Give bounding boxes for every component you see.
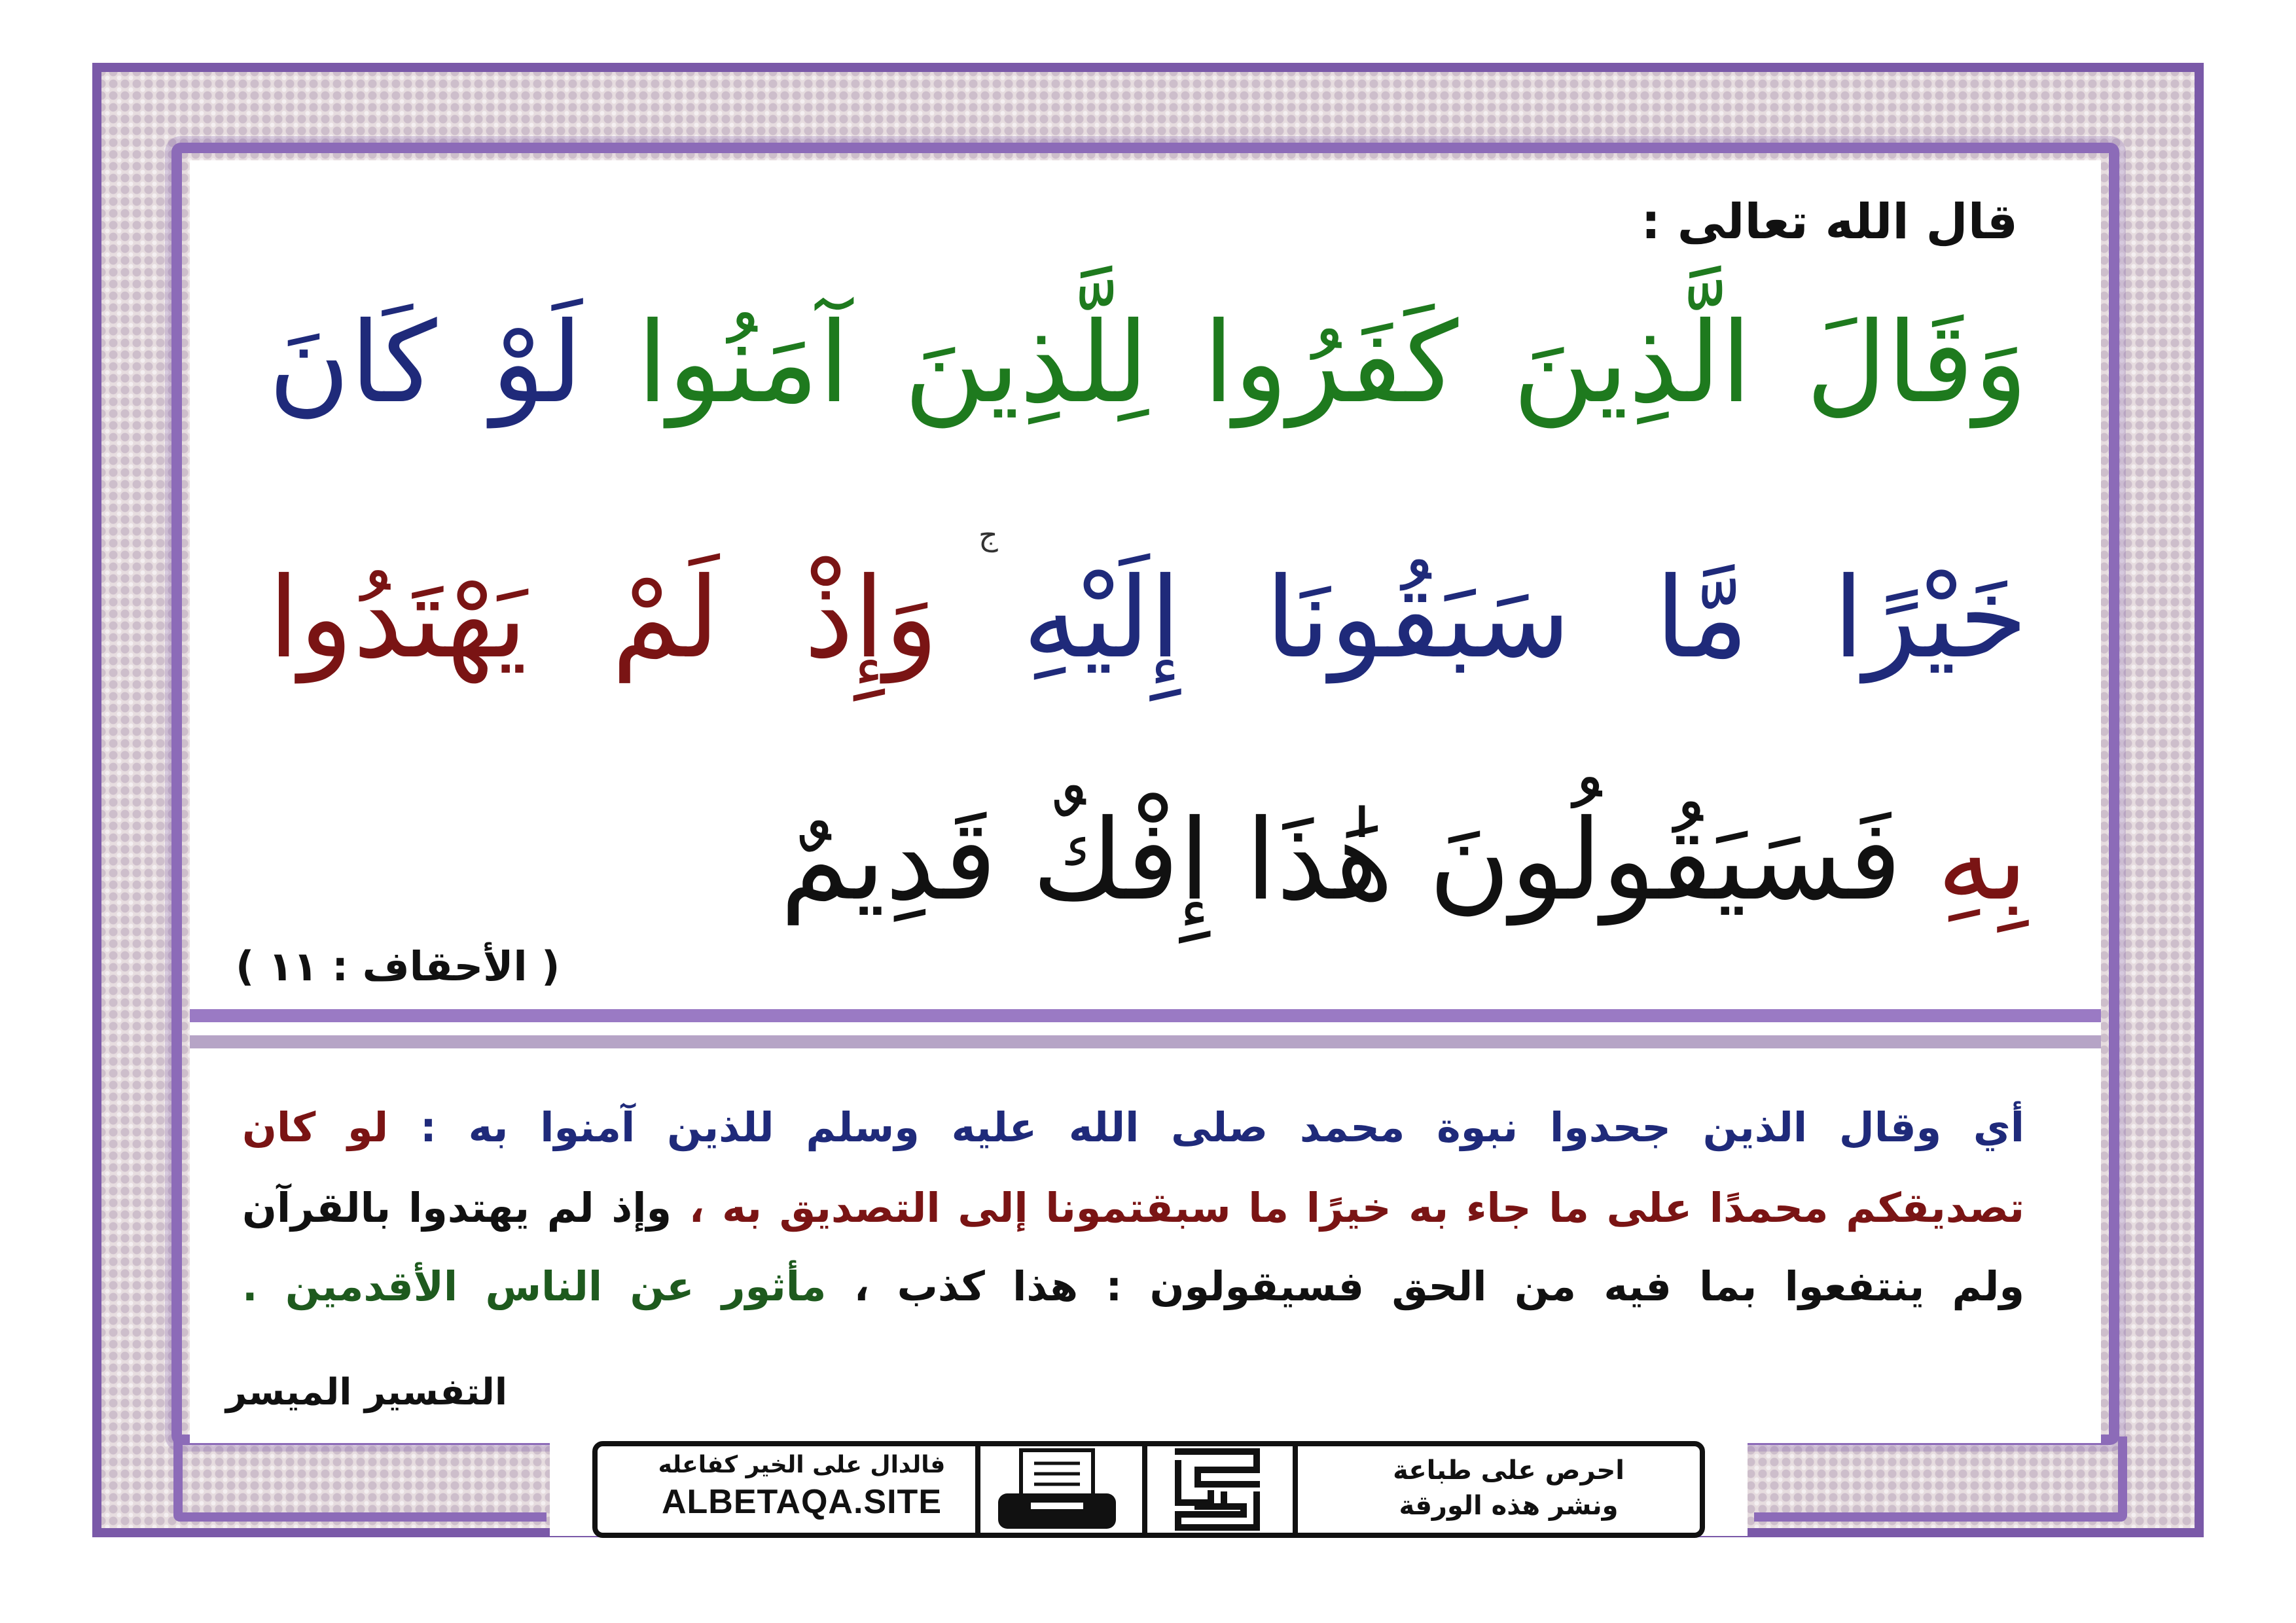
footer-cta-line: احرص على طباعة xyxy=(1393,1455,1624,1486)
site-link[interactable]: ALBETAQA.SITE xyxy=(661,1483,942,1521)
footer-cta-line: ونشر هذه الورقة xyxy=(1399,1491,1619,1521)
verse-reference: ( الأحقاف : ١١ ) xyxy=(236,942,560,990)
tafsir-line-1 xyxy=(242,1103,2025,1151)
verse-segment: وَإِذْ لَمْ يَهْتَدُوا xyxy=(268,554,939,683)
tafsir-segment: ولم ينتفعوا بما فيه من الحق فسيقولون : هذا كذب ، xyxy=(853,1262,2024,1310)
pause-mark: ج xyxy=(978,517,998,552)
verse-intro: قال الله تعالى : xyxy=(1641,194,2018,250)
verse-line-1 xyxy=(268,298,2028,428)
verse-segment: بِهِ xyxy=(1937,796,2028,925)
tafsir-segment: وإذ لم يهتدوا بالقرآن xyxy=(242,1184,672,1232)
tafsir-line-3 xyxy=(242,1262,2024,1310)
verse-segment: لَوْ كَانَ xyxy=(268,298,583,428)
verse-segment: خَيْرًا مَّا سَبَقُونَا إِلَيْهِ xyxy=(1022,554,2028,683)
verse-segment: فَسَيَقُولُونَ هَٰذَا إِفْكٌ قَدِيمٌ xyxy=(780,796,1902,925)
divider-line xyxy=(190,1009,2101,1022)
printer-icon xyxy=(992,1448,1122,1533)
verse-line-2 xyxy=(268,554,2028,683)
tafsir-segment: مأثور عن الناس الأقدمين . xyxy=(242,1262,827,1310)
tafsir-segment: أي وقال الذين جحدوا نبوة محمد صلى الله عليه وسلم للذين آمنوا به : xyxy=(420,1103,2025,1151)
divider-line xyxy=(190,1035,2101,1048)
footer-divider xyxy=(1293,1441,1298,1538)
footer-cta xyxy=(1335,1453,1682,1524)
verse-segment: وَقَالَ الَّذِينَ كَفَرُوا لِلَّذِينَ آمَنُوا xyxy=(637,298,2028,428)
footer-tagline: فالدال على الخير كفاعله xyxy=(658,1452,946,1478)
tafsir-segment: لو كان xyxy=(242,1103,389,1151)
tafsir-segment: تصديقكم محمدًا على ما جاء به خيرًا ما سبقتمونا إلى التصديق به ، xyxy=(689,1184,2024,1232)
footer-site-block xyxy=(645,1452,959,1522)
frame-bottom-right-bracket xyxy=(1754,1436,2127,1522)
tafsir-line-2 xyxy=(242,1184,2024,1232)
tafsir-source: التفسير الميسر xyxy=(226,1371,508,1414)
frame-bottom-left-bracket xyxy=(173,1436,547,1522)
footer-divider xyxy=(1142,1441,1147,1538)
verse-line-3 xyxy=(268,796,2028,925)
footer-divider xyxy=(975,1441,980,1538)
logo-icon xyxy=(1172,1444,1263,1535)
